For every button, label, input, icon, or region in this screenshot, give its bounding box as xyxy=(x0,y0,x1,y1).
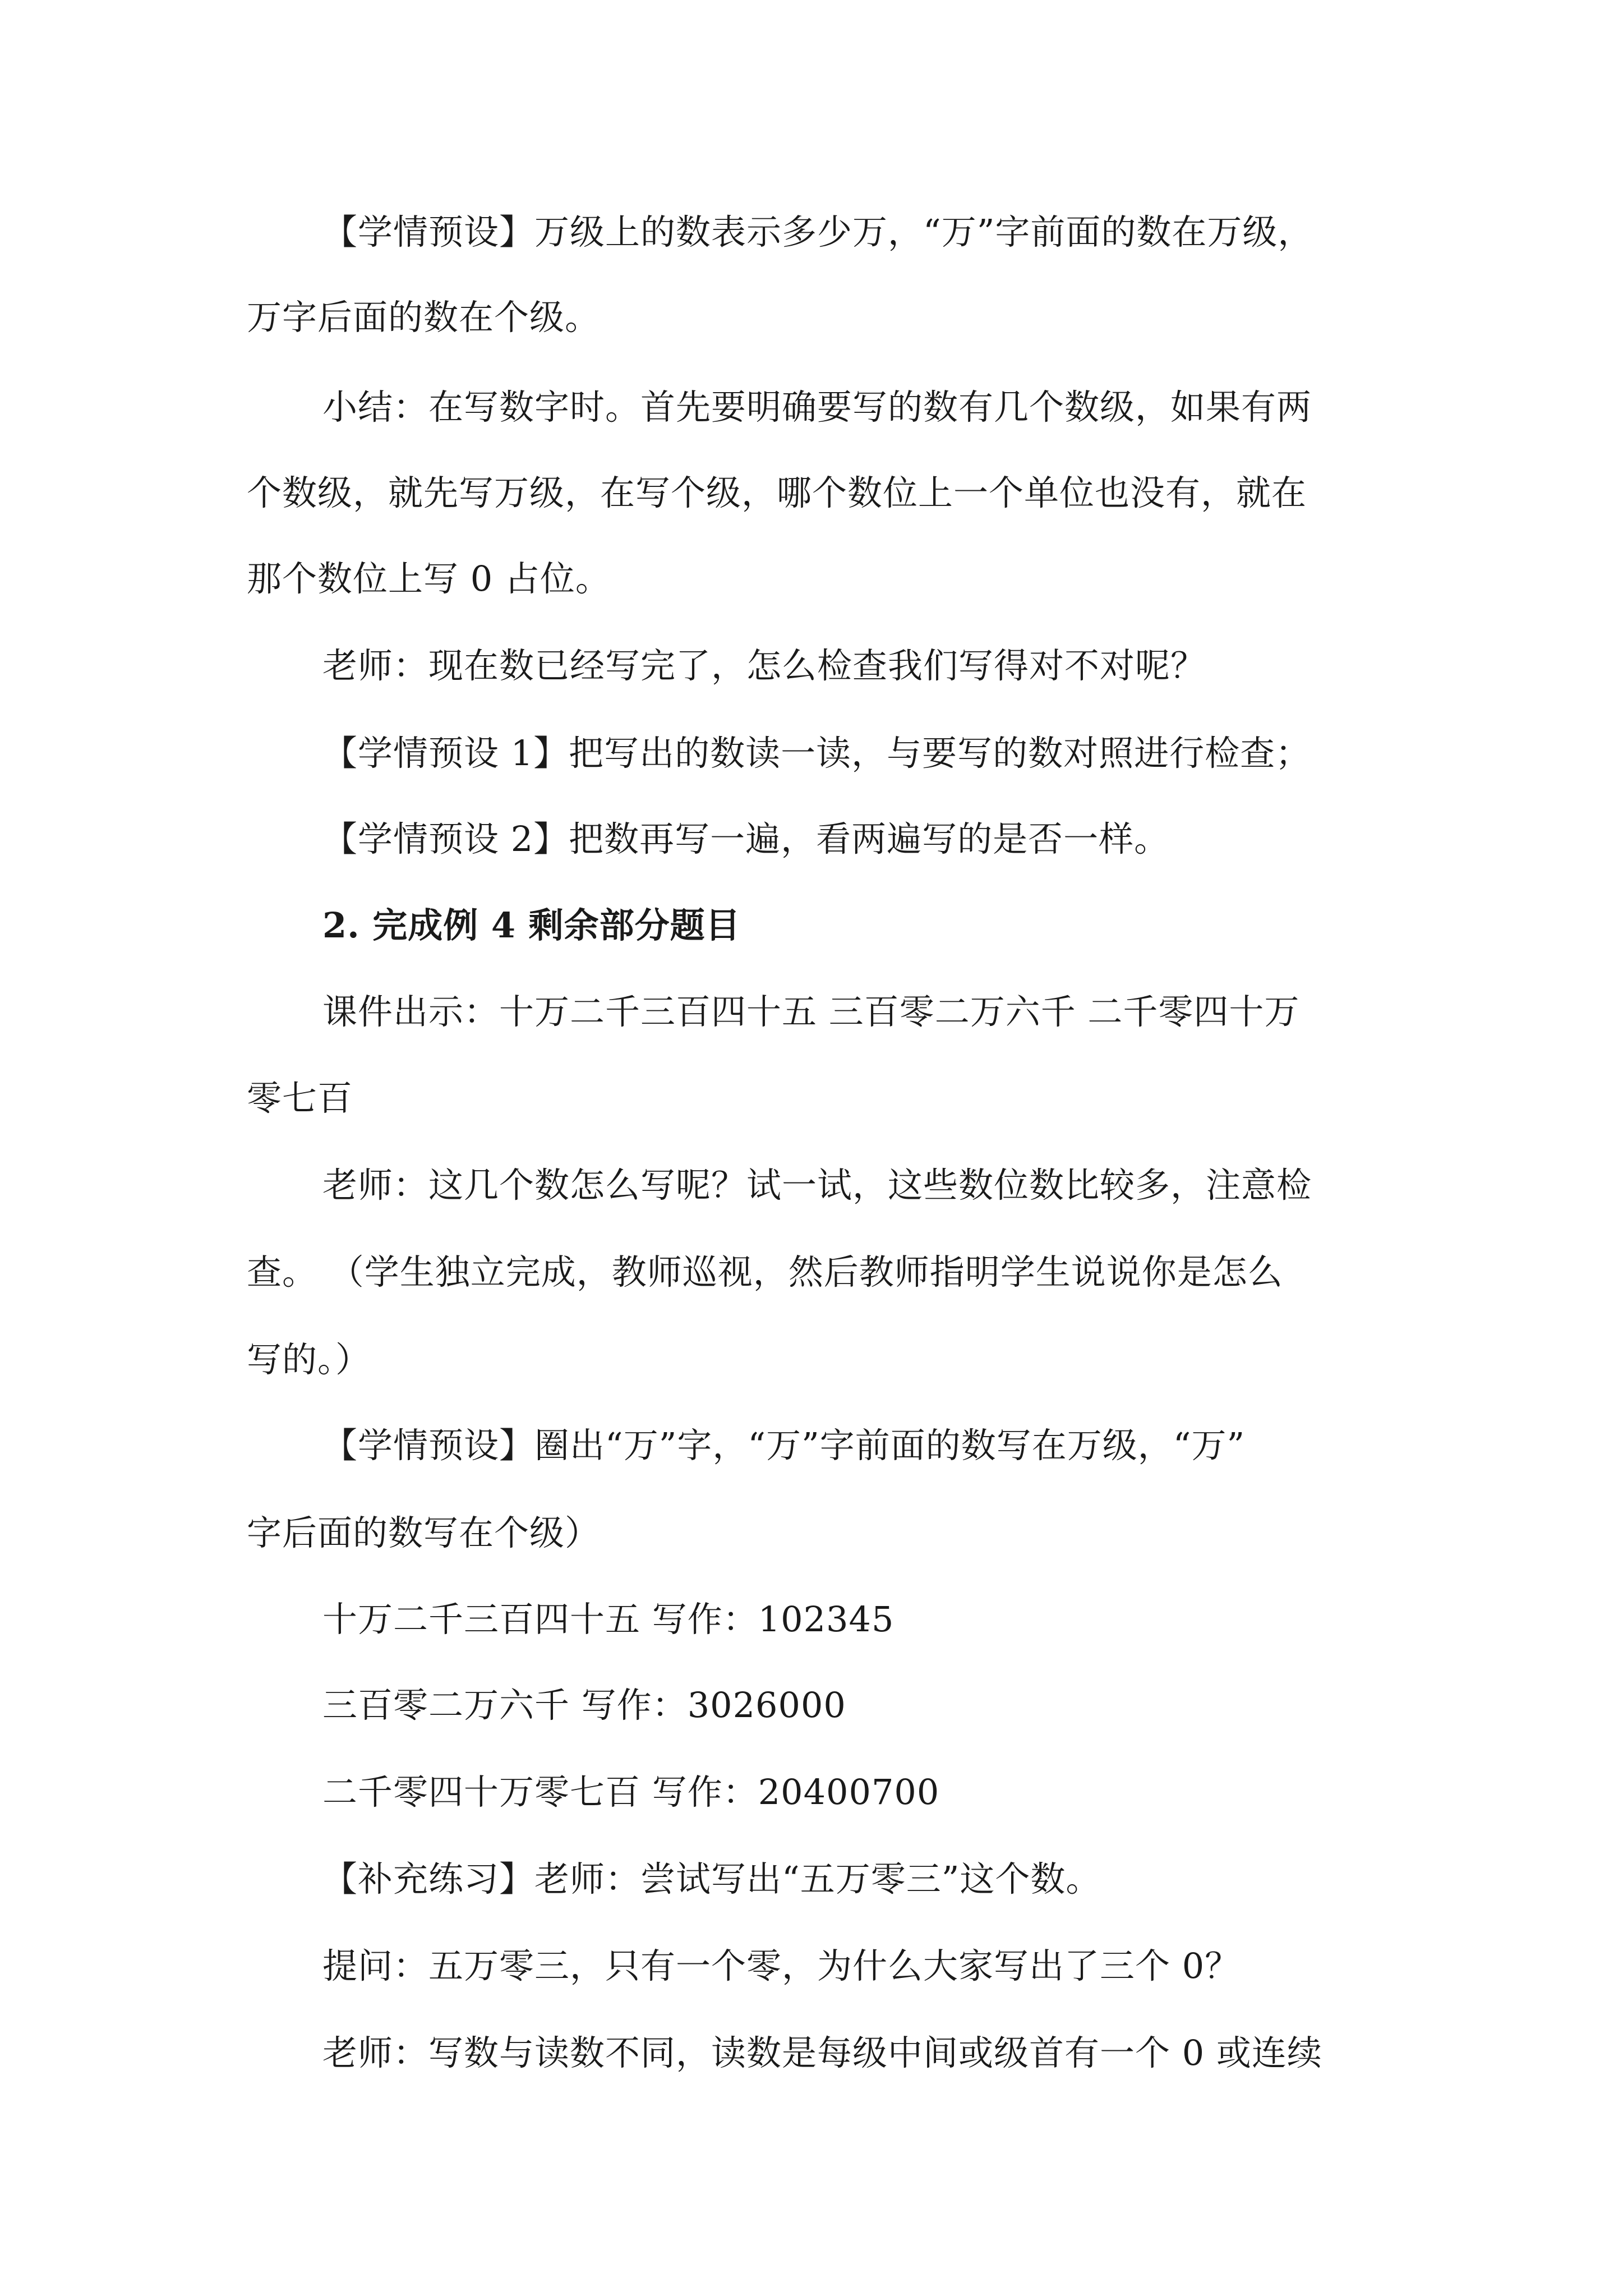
summary-line-3: 那个数位上写 0 占位。 xyxy=(247,558,611,599)
paragraph-line-2: 万字后面的数在个级。 xyxy=(247,297,601,338)
answer-line-3: 二千零四十万零七百 写作：20400700 xyxy=(322,1772,940,1812)
practice-line: 【补充练习】老师：尝试写出“五万零三”这个数。 xyxy=(322,1858,1101,1899)
preset-line-1: 【学情预设】圈出“万”字，“万”字前面的数写在万级，“万” xyxy=(322,1425,1246,1466)
answer-line-1: 十万二千三百四十五 写作：102345 xyxy=(322,1599,895,1640)
teacher-line-2: 查。 （学生独立完成，教师巡视，然后教师指明学生说说你是怎么 xyxy=(247,1251,1283,1292)
teacher-line-1: 老师：这几个数怎么写呢？试一试，这些数位数比较多，注意检 xyxy=(322,1165,1312,1205)
preset-line-2: 字后面的数写在个级） xyxy=(247,1512,601,1553)
paragraph-line-1: 【学情预设】万级上的数表示多少万，“万”字前面的数在万级， xyxy=(322,211,1313,252)
teacher-question-line: 老师：现在数已经写完了，怎么检查我们写得对不对呢？ xyxy=(322,645,1206,686)
answer-line-2: 三百零二万六千 写作：3026000 xyxy=(322,1685,846,1726)
courseware-line-2: 零七百 xyxy=(247,1078,353,1119)
section-heading: 2. 完成例 4 剩余部分题目 xyxy=(322,905,741,946)
preset-2-line: 【学情预设 2】把数再写一遍，看两遍写的是否一样。 xyxy=(322,818,1170,859)
summary-line-2: 个数级，就先写万级，在写个级，哪个数位上一个单位也没有，就在 xyxy=(247,472,1307,513)
teacher-explain-line: 老师：写数与读数不同，读数是每级中间或级首有一个 0 或连续 xyxy=(322,2032,1322,2073)
teacher-line-3: 写的。） xyxy=(247,1339,371,1380)
question-line: 提问：五万零三，只有一个零，为什么大家写出了三个 0？ xyxy=(322,1945,1241,1986)
summary-line-1: 小结：在写数字时。首先要明确要写的数有几个数级，如果有两 xyxy=(322,386,1312,427)
courseware-line-1: 课件出示：十万二千三百四十五 三百零二万六千 二千零四十万 xyxy=(322,991,1300,1032)
preset-1-line: 【学情预设 1】把写出的数读一读，与要写的数对照进行检查； xyxy=(322,733,1311,774)
